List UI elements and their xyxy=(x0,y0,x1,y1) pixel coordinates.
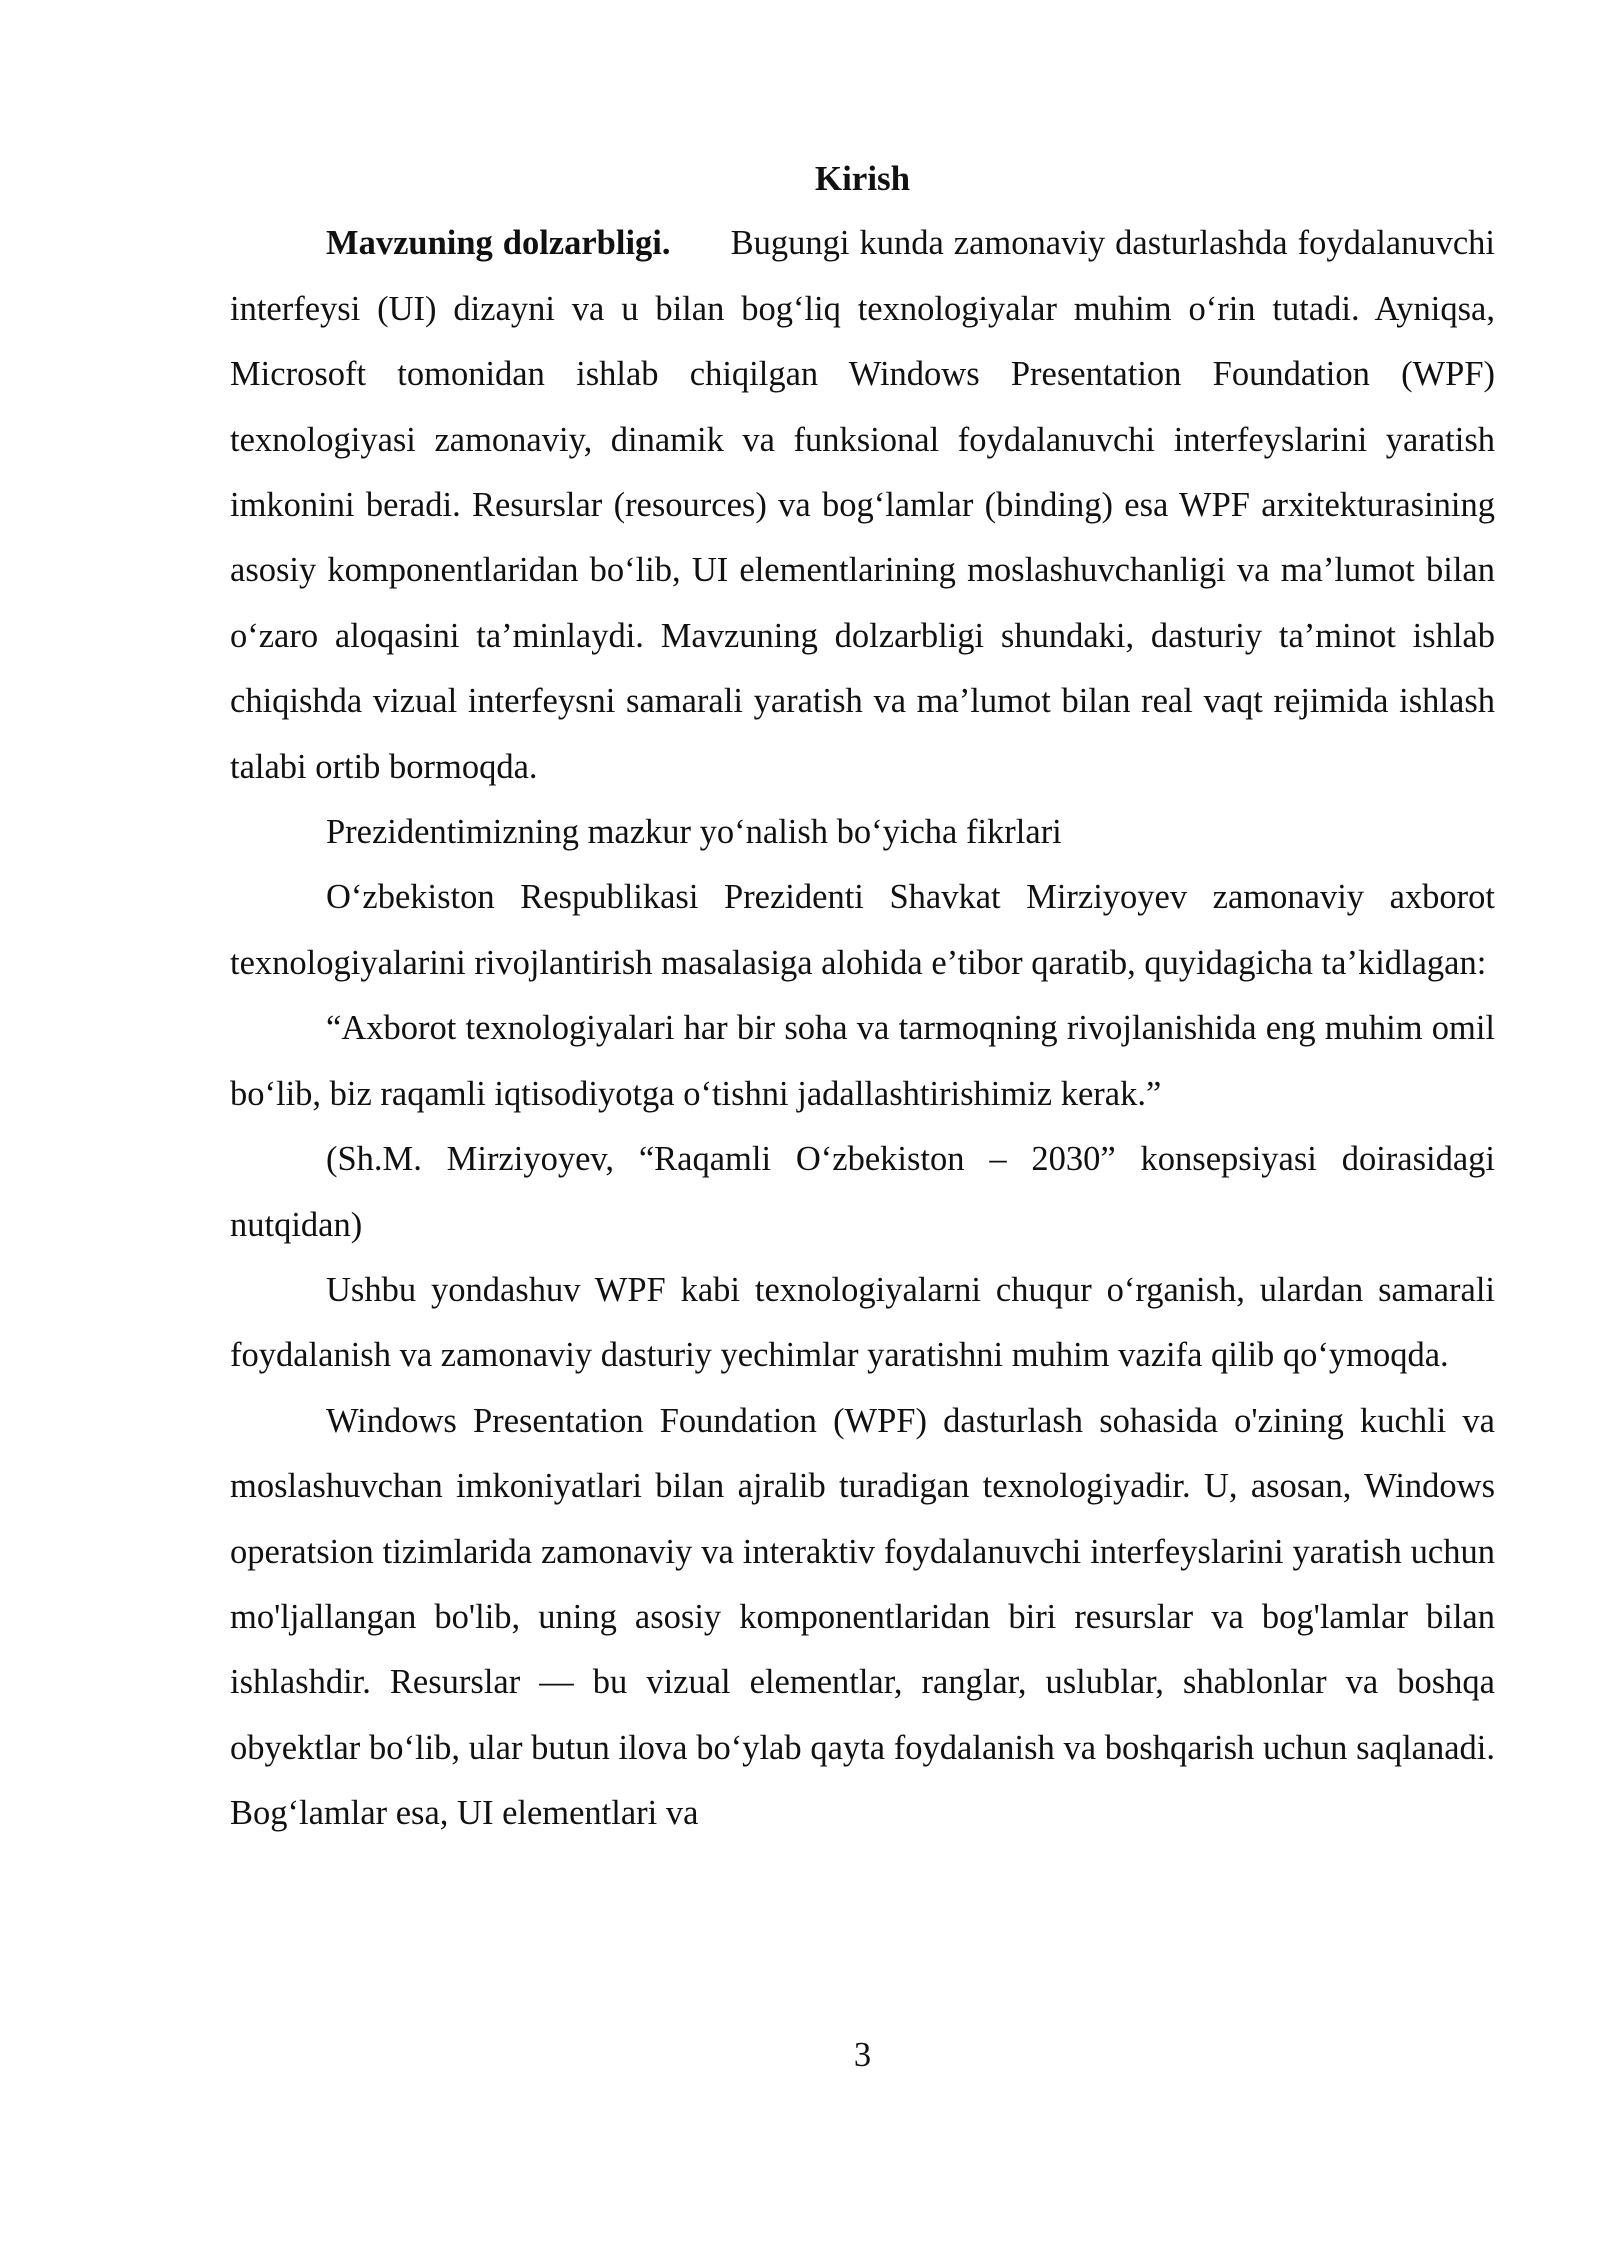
paragraph-wpf: Windows Presentation Foundation (WPF) dasturlash sohasida o'zining kuchli va moslashuvchan imkoniyatlari bilan ajralib turadigan texnologiyadir. U, asosan, Windows operatsion tizimlarida zamonaviy va interaktiv foydalanuvchi interfeyslarini yaratish uchun mo'ljallangan bo'lib, uning asosiy komponentlaridan biri resurslar va bog'lamlar bilan ishlashdir. Resurslar — bu vizual elementlar, ranglar, uslublar, shablonlar va boshqa obyektlar bo‘lib, ular butun ilova bo‘ylab qayta foydalanish va boshqarish uchun saqlanadi. Bog‘lamlar esa, UI elementlari va xyxy=(230,1401,1495,1833)
relevance-heading: Mavzuning dolzarbligi. xyxy=(326,224,671,263)
paragraph-approach: Ushbu yondashuv WPF kabi texnologiyalarni chuqur o‘rganish, ulardan samarali foydalanish va zamonaviy dasturiy yechimlar yaratishni muhim vazifa qilib qo‘ymoqda. xyxy=(230,1270,1495,1375)
section-title: Kirish xyxy=(814,159,911,198)
paragraph-president-heading: Prezidentimizning mazkur yo‘nalish bo‘yicha fikrlari xyxy=(326,813,1062,852)
page-number: 3 xyxy=(853,2036,872,2074)
paragraph-citation: (Sh.M. Mirziyoyev, “Raqamli O‘zbekiston – 2030” konsepsiyasi doirasidagi nutqidan) xyxy=(230,1140,1495,1244)
page-body xyxy=(230,146,1495,1847)
relevance-text: Bugungi kunda zamonaviy dasturlashda foydalanuvchi interfeysi (UI) dizayni va u bilan bog‘liq texnologiyalar muhim o‘rin tutadi. Ayniqsa, Microsoft tomonidan ishlab chiqilgan Windows Presentation Foundation (WPF) texnologiyasi zamonaviy, dinamik va funksional foydalanuvchi interfeyslarini yaratish imkonini beradi. Resurslar (resources) va bog‘lamlar (binding) esa WPF arxitekturasining asosiy komponentlaridan bo‘lib, UI elementlarining moslashuvchanligi va ma’lumot bilan o‘zaro aloqasini ta’minlaydi. Mavzuning dolzarbligi shundaki, dasturiy ta’minot ishlab chiqishda vizual interfeysni samarali yaratish va ma’lumot bilan real vaqt rejimida ishlash talabi ortib bormoqda. xyxy=(230,224,1495,786)
paragraph-quote: “Axborot texnologiyalari har bir soha va tarmoqning rivojlanishida eng muhim omil bo‘lib, biz raqamli iqtisodiyotga o‘tishni jadallashtirishimiz kerak.” xyxy=(230,1009,1495,1113)
paragraph-president-intro: O‘zbekiston Respublikasi Prezidenti Shavkat Mirziyoyev zamonaviy axborot texnologiyalarini rivojlantirish masalasiga alohida e’tibor qaratib, quyidagicha ta’kidlagan: xyxy=(230,878,1495,982)
paragraph-relevance xyxy=(230,211,1495,800)
